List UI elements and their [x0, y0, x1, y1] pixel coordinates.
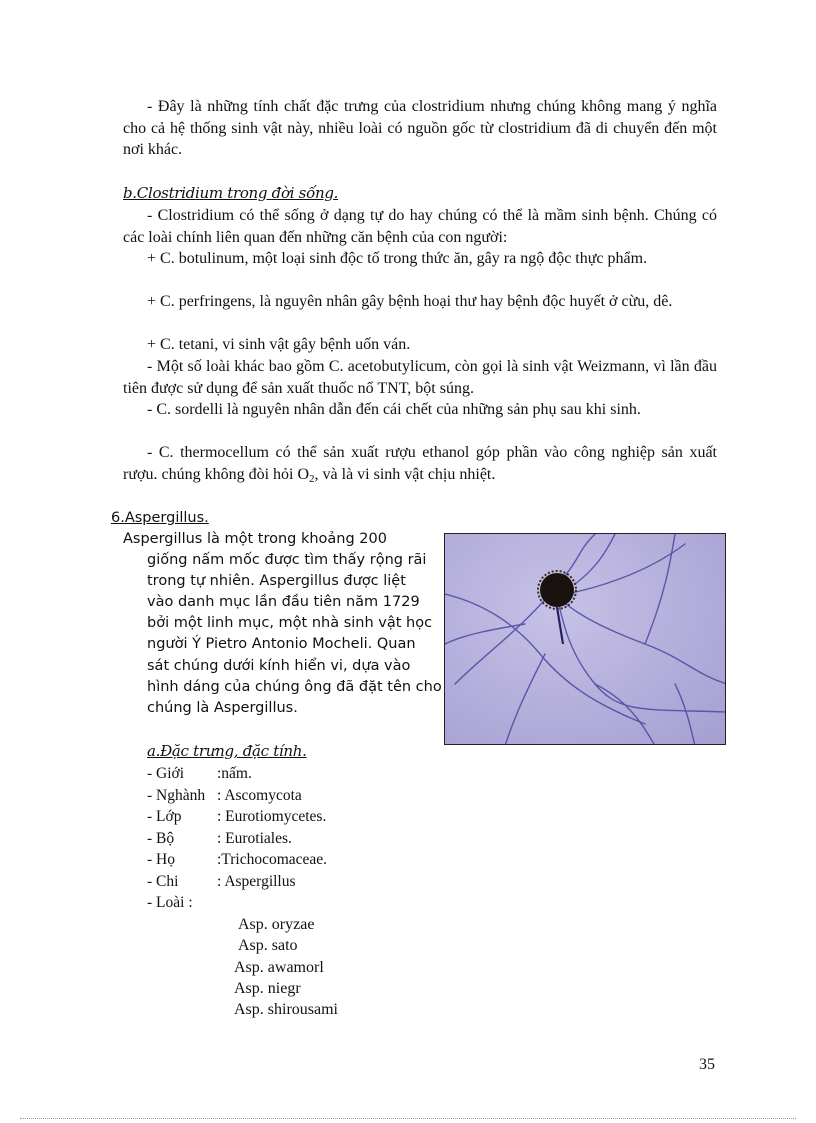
section-b-paragraph: - C. sordelli là nguyên nhân dẫn đến cái chết của những sản phụ sau khi sinh.: [147, 401, 641, 418]
classification-value: : Aspergillus: [217, 873, 296, 890]
classification-key: - Chi: [147, 873, 179, 890]
page-bottom-divider: [20, 1118, 796, 1119]
classification-row: [147, 871, 296, 893]
section-a-heading: a.Đặc trưng, đặc tính.: [147, 742, 307, 760]
classification-row: [147, 892, 217, 914]
classification-key: - Bộ: [147, 830, 175, 847]
section-b-paragraph: + C. tetani, vi sinh vật gây bệnh uốn ván.: [147, 336, 411, 353]
section-6-line: vào danh mục lần đầu tiên năm 1729: [147, 594, 420, 610]
classification-value: :Trichocomaceae.: [217, 851, 328, 868]
subscript: 2: [309, 472, 315, 485]
conidial-head: [540, 573, 574, 607]
section-6-line: hình dáng của chúng ông đã đặt tên cho: [147, 679, 442, 695]
species-item: Asp. oryzae: [238, 916, 315, 933]
section-b-paragraph: - Một số loài khác bao gồm C. acetobutylicum, còn gọi là sinh vật Weizmann, vì lần đầu tiên được sử dụng để sản xuất thuốc nổ TNT, bột súng.: [123, 358, 717, 397]
section-b-heading: b.Clostridium trong đời sống.: [123, 184, 339, 202]
section-6-line: người Ý Pietro Antonio Mocheli. Quan: [147, 636, 416, 652]
classification-key: - Loài :: [147, 894, 193, 911]
section-6-line: sát chúng dưới kính hiển vi, dựa vào: [147, 658, 411, 674]
species-item: Asp. niegr: [234, 980, 301, 997]
classification-value: : Ascomycota: [217, 787, 302, 804]
section-6-line: Aspergillus là một trong khoảng 200: [123, 531, 387, 547]
intro-paragraph: - Đây là những tính chất đặc trưng của clostridium nhưng chúng không mang ý nghĩa cho cả hệ thống sinh vật này, nhiều loài có nguồn gốc từ clostridium đã di chuyển đến một nơi khác.: [123, 98, 717, 158]
species-item: Asp. sato: [238, 937, 298, 954]
section-b-paragraph: + C. perfringens, là nguyên nhân gây bệnh hoại thư hay bệnh độc huyết ở cừu, dê.: [147, 293, 673, 310]
classification-value: : Eurotiomycetes.: [217, 808, 327, 825]
section-6-line: bởi một linh mục, một nhà sinh vật học: [147, 615, 433, 631]
text-segment: - C. thermocellum có thể sản xuất rượu ethanol góp phần vào công nghiệp sản xuất rượu. chúng không đòi hỏi O: [123, 444, 717, 483]
classification-key: - Lớp: [147, 808, 182, 825]
classification-key: - Họ: [147, 851, 175, 868]
classification-key: - Giới: [147, 765, 185, 782]
classification-row: [147, 785, 302, 807]
text-segment: , và là vi sinh vật chịu nhiệt.: [314, 465, 496, 483]
classification-value: : Eurotiales.: [217, 830, 292, 847]
classification-key: - Nghành: [147, 787, 206, 804]
classification-row: [147, 763, 252, 785]
classification-row: [147, 849, 327, 871]
classification-row: [147, 806, 326, 828]
section-6-line: trong tự nhiên. Aspergillus được liệt: [147, 573, 406, 589]
classification-value: :nấm.: [217, 765, 252, 782]
section-b-paragraph-last: [123, 442, 717, 485]
species-item: Asp. awamorl: [234, 959, 324, 976]
section-b-paragraph: + C. botulinum, một loại sinh độc tố trong thức ăn, gây ra ngộ độc thực phẩm.: [147, 250, 648, 267]
section-6-line: chúng là Aspergillus.: [147, 700, 298, 716]
section-b-paragraph: - Clostridium có thể sống ở dạng tự do hay chúng có thể là mầm sinh bệnh. Chúng có các loài chính liên quan đến những căn bệnh của con người:: [123, 207, 717, 246]
section-6-line: giống nấm mốc được tìm thấy rộng rãi: [147, 552, 427, 568]
page-number: 35: [699, 1056, 715, 1073]
classification-row: [147, 828, 292, 850]
species-item: Asp. shirousami: [234, 1001, 338, 1018]
aspergillus-illustration: [445, 534, 726, 745]
aspergillus-microscope-image: [444, 533, 726, 745]
section-6-heading: 6.Aspergillus.: [111, 510, 209, 526]
